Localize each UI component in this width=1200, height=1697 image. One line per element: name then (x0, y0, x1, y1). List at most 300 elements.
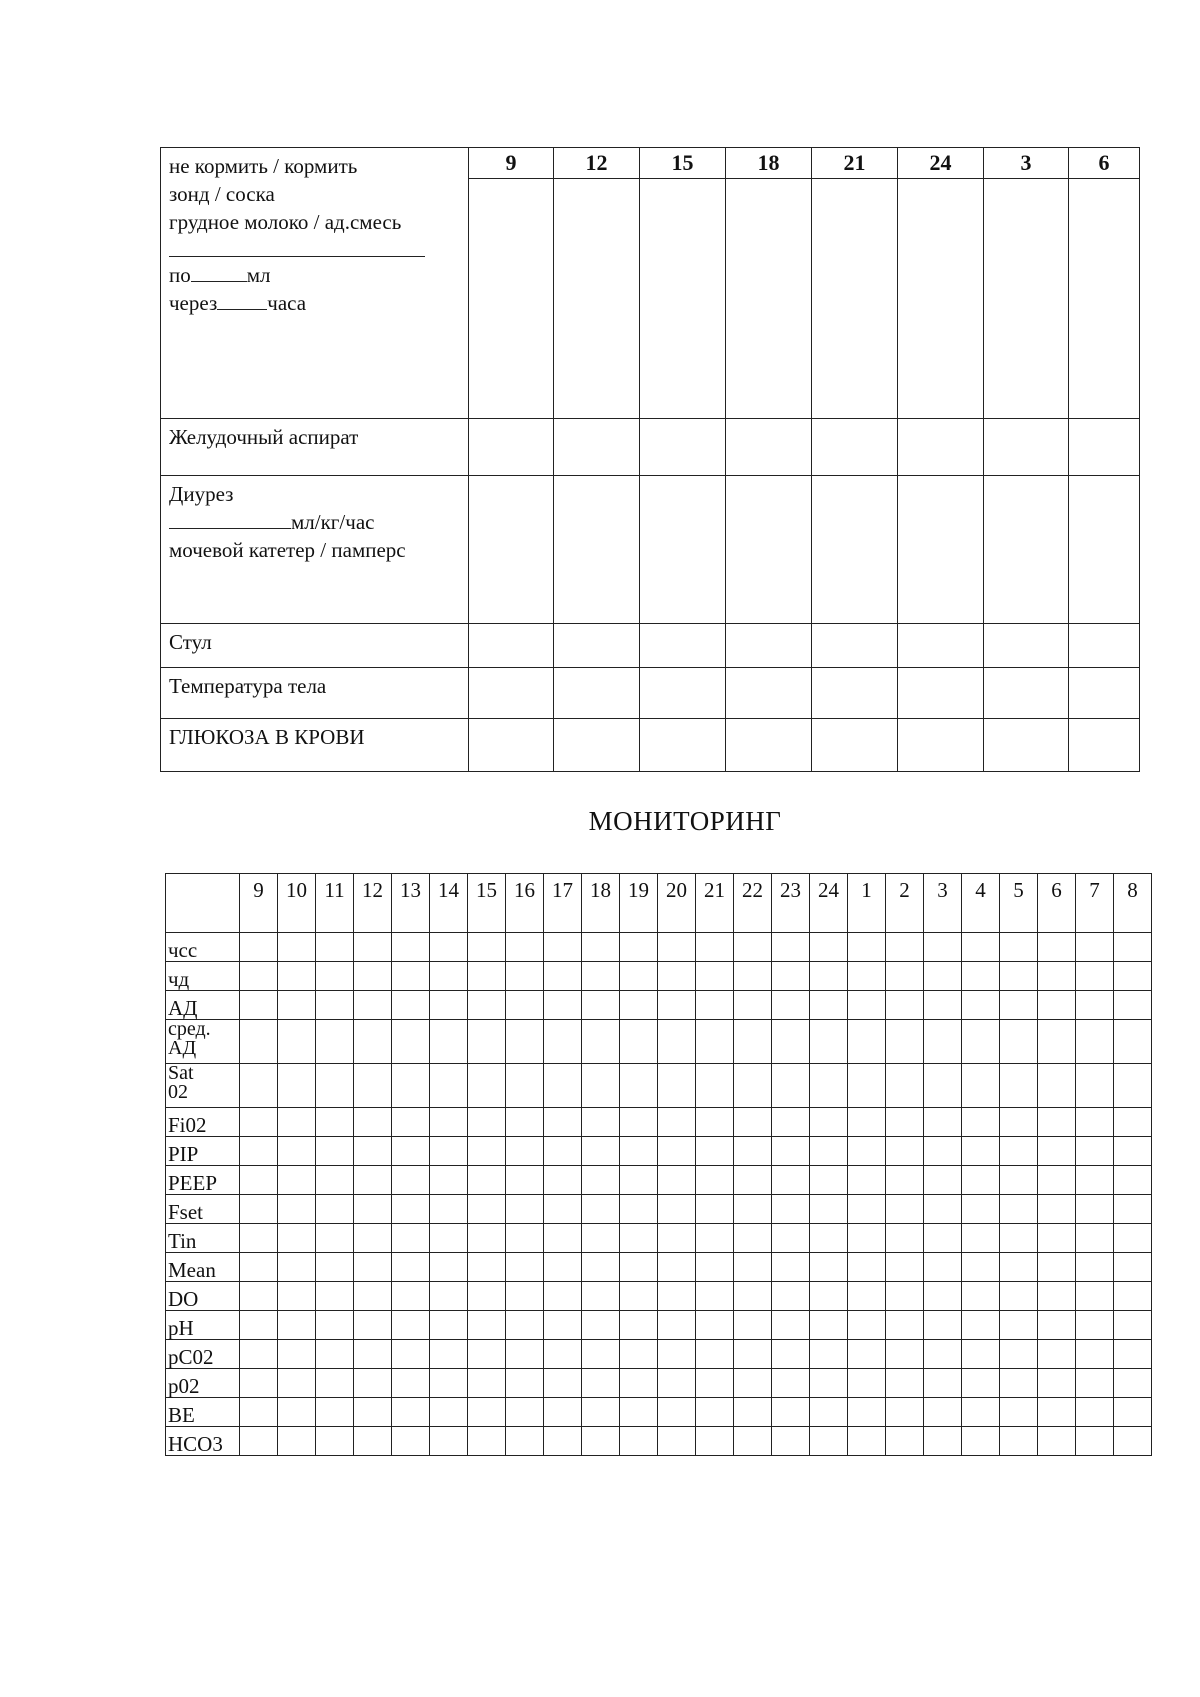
monitoring-value-cell[interactable] (810, 1253, 848, 1282)
diuresis-cell[interactable] (812, 476, 898, 624)
monitoring-value-cell[interactable] (772, 1398, 810, 1427)
monitoring-value-cell[interactable] (316, 1020, 354, 1064)
monitoring-value-cell[interactable] (924, 991, 962, 1020)
monitoring-value-cell[interactable] (468, 1253, 506, 1282)
monitoring-value-cell[interactable] (734, 1311, 772, 1340)
monitoring-value-cell[interactable] (886, 1340, 924, 1369)
monitoring-value-cell[interactable] (468, 1020, 506, 1064)
monitoring-value-cell[interactable] (886, 1427, 924, 1456)
monitoring-value-cell[interactable] (354, 962, 392, 991)
monitoring-value-cell[interactable] (886, 1311, 924, 1340)
monitoring-value-cell[interactable] (1114, 1224, 1152, 1253)
monitoring-value-cell[interactable] (544, 1064, 582, 1108)
monitoring-value-cell[interactable] (696, 1369, 734, 1398)
monitoring-value-cell[interactable] (734, 962, 772, 991)
monitoring-value-cell[interactable] (734, 1253, 772, 1282)
monitoring-value-cell[interactable] (506, 1108, 544, 1137)
monitoring-value-cell[interactable] (430, 1311, 468, 1340)
monitoring-value-cell[interactable] (582, 1020, 620, 1064)
monitoring-value-cell[interactable] (620, 1064, 658, 1108)
diuresis-cell[interactable] (469, 476, 554, 624)
monitoring-value-cell[interactable] (1000, 1253, 1038, 1282)
monitoring-value-cell[interactable] (1076, 1282, 1114, 1311)
monitoring-value-cell[interactable] (544, 1253, 582, 1282)
stool-cell[interactable] (1069, 624, 1140, 668)
monitoring-value-cell[interactable] (506, 933, 544, 962)
monitoring-value-cell[interactable] (392, 991, 430, 1020)
monitoring-value-cell[interactable] (886, 1137, 924, 1166)
stool-cell[interactable] (984, 624, 1069, 668)
monitoring-value-cell[interactable] (316, 1137, 354, 1166)
monitoring-value-cell[interactable] (1038, 1020, 1076, 1064)
diuresis-cell[interactable] (726, 476, 812, 624)
monitoring-value-cell[interactable] (658, 1108, 696, 1137)
monitoring-value-cell[interactable] (1114, 1108, 1152, 1137)
monitoring-value-cell[interactable] (240, 1137, 278, 1166)
monitoring-value-cell[interactable] (962, 991, 1000, 1020)
monitoring-value-cell[interactable] (278, 933, 316, 962)
monitoring-value-cell[interactable] (696, 1340, 734, 1369)
monitoring-value-cell[interactable] (506, 1398, 544, 1427)
monitoring-value-cell[interactable] (772, 1253, 810, 1282)
monitoring-value-cell[interactable] (658, 962, 696, 991)
monitoring-value-cell[interactable] (696, 1064, 734, 1108)
glucose-cell[interactable] (898, 719, 984, 772)
monitoring-value-cell[interactable] (620, 1340, 658, 1369)
monitoring-value-cell[interactable] (1000, 991, 1038, 1020)
monitoring-value-cell[interactable] (696, 1427, 734, 1456)
monitoring-value-cell[interactable] (924, 1108, 962, 1137)
monitoring-value-cell[interactable] (240, 1340, 278, 1369)
monitoring-value-cell[interactable] (240, 991, 278, 1020)
monitoring-value-cell[interactable] (392, 962, 430, 991)
monitoring-value-cell[interactable] (658, 1137, 696, 1166)
monitoring-value-cell[interactable] (1076, 1340, 1114, 1369)
monitoring-value-cell[interactable] (886, 1398, 924, 1427)
interval-blank-field[interactable] (217, 291, 267, 310)
monitoring-value-cell[interactable] (810, 1398, 848, 1427)
monitoring-value-cell[interactable] (1038, 933, 1076, 962)
monitoring-value-cell[interactable] (696, 1282, 734, 1311)
monitoring-value-cell[interactable] (620, 1311, 658, 1340)
monitoring-value-cell[interactable] (620, 1427, 658, 1456)
monitoring-value-cell[interactable] (316, 1369, 354, 1398)
monitoring-value-cell[interactable] (696, 962, 734, 991)
monitoring-value-cell[interactable] (544, 1282, 582, 1311)
monitoring-value-cell[interactable] (962, 1166, 1000, 1195)
monitoring-value-cell[interactable] (620, 962, 658, 991)
monitoring-value-cell[interactable] (772, 1224, 810, 1253)
monitoring-value-cell[interactable] (962, 1253, 1000, 1282)
monitoring-value-cell[interactable] (1114, 1137, 1152, 1166)
monitoring-value-cell[interactable] (1076, 1369, 1114, 1398)
monitoring-value-cell[interactable] (392, 1340, 430, 1369)
monitoring-value-cell[interactable] (810, 1195, 848, 1224)
feeding-cell[interactable] (554, 179, 640, 419)
monitoring-value-cell[interactable] (240, 933, 278, 962)
monitoring-value-cell[interactable] (772, 1369, 810, 1398)
monitoring-value-cell[interactable] (696, 1195, 734, 1224)
monitoring-value-cell[interactable] (506, 1369, 544, 1398)
monitoring-value-cell[interactable] (468, 1137, 506, 1166)
monitoring-value-cell[interactable] (1038, 1282, 1076, 1311)
monitoring-value-cell[interactable] (1000, 1369, 1038, 1398)
monitoring-value-cell[interactable] (696, 1137, 734, 1166)
monitoring-value-cell[interactable] (544, 1195, 582, 1224)
monitoring-value-cell[interactable] (316, 1282, 354, 1311)
monitoring-value-cell[interactable] (848, 1369, 886, 1398)
monitoring-value-cell[interactable] (354, 1253, 392, 1282)
monitoring-value-cell[interactable] (240, 1020, 278, 1064)
monitoring-value-cell[interactable] (1000, 933, 1038, 962)
monitoring-value-cell[interactable] (924, 1137, 962, 1166)
monitoring-value-cell[interactable] (886, 1108, 924, 1137)
monitoring-value-cell[interactable] (696, 933, 734, 962)
monitoring-value-cell[interactable] (468, 1064, 506, 1108)
monitoring-value-cell[interactable] (1038, 1340, 1076, 1369)
monitoring-value-cell[interactable] (506, 1020, 544, 1064)
monitoring-value-cell[interactable] (1076, 1398, 1114, 1427)
monitoring-value-cell[interactable] (316, 962, 354, 991)
monitoring-value-cell[interactable] (544, 1427, 582, 1456)
monitoring-value-cell[interactable] (582, 1311, 620, 1340)
monitoring-value-cell[interactable] (316, 1253, 354, 1282)
monitoring-value-cell[interactable] (506, 1224, 544, 1253)
monitoring-value-cell[interactable] (1000, 1137, 1038, 1166)
monitoring-value-cell[interactable] (278, 1020, 316, 1064)
monitoring-value-cell[interactable] (430, 1195, 468, 1224)
monitoring-value-cell[interactable] (1076, 1311, 1114, 1340)
glucose-cell[interactable] (640, 719, 726, 772)
monitoring-value-cell[interactable] (240, 1166, 278, 1195)
volume-blank-field[interactable] (191, 263, 247, 282)
monitoring-value-cell[interactable] (886, 1224, 924, 1253)
monitoring-value-cell[interactable] (810, 1166, 848, 1195)
monitoring-value-cell[interactable] (240, 1064, 278, 1108)
monitoring-value-cell[interactable] (772, 1311, 810, 1340)
monitoring-value-cell[interactable] (1038, 1064, 1076, 1108)
monitoring-value-cell[interactable] (772, 991, 810, 1020)
monitoring-value-cell[interactable] (506, 1137, 544, 1166)
feeding-cell[interactable] (812, 179, 898, 419)
monitoring-value-cell[interactable] (962, 1195, 1000, 1224)
monitoring-value-cell[interactable] (316, 1108, 354, 1137)
monitoring-value-cell[interactable] (734, 1224, 772, 1253)
monitoring-value-cell[interactable] (430, 1224, 468, 1253)
monitoring-value-cell[interactable] (354, 1224, 392, 1253)
monitoring-value-cell[interactable] (354, 1311, 392, 1340)
aspirate-cell[interactable] (469, 419, 554, 476)
monitoring-value-cell[interactable] (468, 1282, 506, 1311)
monitoring-value-cell[interactable] (278, 1311, 316, 1340)
monitoring-value-cell[interactable] (886, 1253, 924, 1282)
monitoring-value-cell[interactable] (772, 1137, 810, 1166)
monitoring-value-cell[interactable] (924, 1224, 962, 1253)
monitoring-value-cell[interactable] (316, 1195, 354, 1224)
monitoring-value-cell[interactable] (240, 1398, 278, 1427)
monitoring-value-cell[interactable] (1114, 1253, 1152, 1282)
monitoring-value-cell[interactable] (620, 1195, 658, 1224)
temperature-cell[interactable] (554, 668, 640, 719)
monitoring-value-cell[interactable] (620, 1166, 658, 1195)
monitoring-value-cell[interactable] (734, 1340, 772, 1369)
monitoring-value-cell[interactable] (810, 1224, 848, 1253)
monitoring-value-cell[interactable] (620, 1224, 658, 1253)
monitoring-value-cell[interactable] (848, 1340, 886, 1369)
monitoring-value-cell[interactable] (240, 1369, 278, 1398)
monitoring-value-cell[interactable] (544, 1311, 582, 1340)
monitoring-value-cell[interactable] (886, 1195, 924, 1224)
monitoring-value-cell[interactable] (506, 1311, 544, 1340)
monitoring-value-cell[interactable] (430, 933, 468, 962)
monitoring-value-cell[interactable] (696, 1311, 734, 1340)
monitoring-value-cell[interactable] (696, 1253, 734, 1282)
monitoring-value-cell[interactable] (696, 1020, 734, 1064)
monitoring-value-cell[interactable] (582, 1340, 620, 1369)
monitoring-value-cell[interactable] (354, 991, 392, 1020)
monitoring-value-cell[interactable] (392, 933, 430, 962)
monitoring-value-cell[interactable] (1000, 1108, 1038, 1137)
monitoring-value-cell[interactable] (354, 1195, 392, 1224)
monitoring-value-cell[interactable] (582, 1282, 620, 1311)
monitoring-value-cell[interactable] (316, 991, 354, 1020)
monitoring-value-cell[interactable] (1038, 1427, 1076, 1456)
stool-cell[interactable] (554, 624, 640, 668)
monitoring-value-cell[interactable] (924, 1398, 962, 1427)
monitoring-value-cell[interactable] (430, 1253, 468, 1282)
monitoring-value-cell[interactable] (354, 1137, 392, 1166)
aspirate-cell[interactable] (554, 419, 640, 476)
monitoring-value-cell[interactable] (468, 1195, 506, 1224)
aspirate-cell[interactable] (812, 419, 898, 476)
monitoring-value-cell[interactable] (1038, 962, 1076, 991)
monitoring-value-cell[interactable] (772, 1427, 810, 1456)
monitoring-value-cell[interactable] (620, 1282, 658, 1311)
monitoring-value-cell[interactable] (734, 1195, 772, 1224)
monitoring-value-cell[interactable] (316, 1398, 354, 1427)
monitoring-value-cell[interactable] (1038, 1311, 1076, 1340)
monitoring-value-cell[interactable] (392, 1427, 430, 1456)
monitoring-value-cell[interactable] (430, 1427, 468, 1456)
monitoring-value-cell[interactable] (240, 962, 278, 991)
monitoring-value-cell[interactable] (886, 962, 924, 991)
monitoring-value-cell[interactable] (430, 1369, 468, 1398)
monitoring-value-cell[interactable] (1114, 1369, 1152, 1398)
monitoring-value-cell[interactable] (772, 1340, 810, 1369)
monitoring-value-cell[interactable] (810, 991, 848, 1020)
stool-cell[interactable] (726, 624, 812, 668)
glucose-cell[interactable] (812, 719, 898, 772)
monitoring-value-cell[interactable] (962, 1064, 1000, 1108)
monitoring-value-cell[interactable] (734, 1064, 772, 1108)
monitoring-value-cell[interactable] (848, 1427, 886, 1456)
monitoring-value-cell[interactable] (962, 1282, 1000, 1311)
monitoring-value-cell[interactable] (1076, 1166, 1114, 1195)
temperature-cell[interactable] (898, 668, 984, 719)
feeding-cell[interactable] (984, 179, 1069, 419)
monitoring-value-cell[interactable] (658, 1020, 696, 1064)
monitoring-value-cell[interactable] (658, 1398, 696, 1427)
monitoring-value-cell[interactable] (848, 1224, 886, 1253)
monitoring-value-cell[interactable] (544, 962, 582, 991)
monitoring-value-cell[interactable] (924, 962, 962, 991)
stool-cell[interactable] (898, 624, 984, 668)
monitoring-value-cell[interactable] (924, 1282, 962, 1311)
monitoring-value-cell[interactable] (392, 1253, 430, 1282)
monitoring-value-cell[interactable] (658, 1340, 696, 1369)
monitoring-value-cell[interactable] (582, 933, 620, 962)
monitoring-value-cell[interactable] (354, 1427, 392, 1456)
monitoring-value-cell[interactable] (392, 1137, 430, 1166)
monitoring-value-cell[interactable] (506, 1166, 544, 1195)
feeding-cell[interactable] (469, 179, 554, 419)
temperature-cell[interactable] (1069, 668, 1140, 719)
monitoring-value-cell[interactable] (316, 1340, 354, 1369)
stool-cell[interactable] (812, 624, 898, 668)
monitoring-value-cell[interactable] (1076, 1253, 1114, 1282)
monitoring-value-cell[interactable] (962, 1398, 1000, 1427)
monitoring-value-cell[interactable] (316, 1064, 354, 1108)
monitoring-value-cell[interactable] (582, 991, 620, 1020)
monitoring-value-cell[interactable] (430, 991, 468, 1020)
monitoring-value-cell[interactable] (848, 1064, 886, 1108)
monitoring-value-cell[interactable] (316, 933, 354, 962)
monitoring-value-cell[interactable] (734, 1108, 772, 1137)
monitoring-value-cell[interactable] (392, 1064, 430, 1108)
monitoring-value-cell[interactable] (886, 1369, 924, 1398)
monitoring-value-cell[interactable] (430, 1340, 468, 1369)
monitoring-value-cell[interactable] (582, 1064, 620, 1108)
monitoring-value-cell[interactable] (506, 1064, 544, 1108)
monitoring-value-cell[interactable] (848, 1253, 886, 1282)
monitoring-value-cell[interactable] (582, 1427, 620, 1456)
stool-cell[interactable] (469, 624, 554, 668)
monitoring-value-cell[interactable] (962, 1137, 1000, 1166)
monitoring-value-cell[interactable] (354, 1340, 392, 1369)
monitoring-value-cell[interactable] (810, 1064, 848, 1108)
monitoring-value-cell[interactable] (696, 1108, 734, 1137)
monitoring-value-cell[interactable] (430, 1020, 468, 1064)
monitoring-value-cell[interactable] (772, 1064, 810, 1108)
monitoring-value-cell[interactable] (506, 1253, 544, 1282)
monitoring-value-cell[interactable] (278, 1427, 316, 1456)
feeding-cell[interactable] (1069, 179, 1140, 419)
monitoring-value-cell[interactable] (392, 1311, 430, 1340)
monitoring-value-cell[interactable] (962, 1427, 1000, 1456)
monitoring-value-cell[interactable] (1114, 933, 1152, 962)
monitoring-value-cell[interactable] (1114, 1311, 1152, 1340)
monitoring-value-cell[interactable] (278, 1340, 316, 1369)
glucose-cell[interactable] (554, 719, 640, 772)
monitoring-value-cell[interactable] (1076, 1020, 1114, 1064)
monitoring-value-cell[interactable] (620, 1020, 658, 1064)
monitoring-value-cell[interactable] (1076, 1064, 1114, 1108)
diuresis-blank-field[interactable] (169, 510, 291, 529)
monitoring-value-cell[interactable] (582, 1195, 620, 1224)
monitoring-value-cell[interactable] (392, 1224, 430, 1253)
monitoring-value-cell[interactable] (1038, 1108, 1076, 1137)
monitoring-value-cell[interactable] (848, 1137, 886, 1166)
monitoring-value-cell[interactable] (810, 1427, 848, 1456)
feeding-cell[interactable] (640, 179, 726, 419)
monitoring-value-cell[interactable] (1114, 1064, 1152, 1108)
monitoring-value-cell[interactable] (278, 1253, 316, 1282)
monitoring-value-cell[interactable] (734, 991, 772, 1020)
monitoring-value-cell[interactable] (658, 1064, 696, 1108)
monitoring-value-cell[interactable] (658, 1369, 696, 1398)
monitoring-value-cell[interactable] (1076, 1427, 1114, 1456)
monitoring-value-cell[interactable] (468, 1369, 506, 1398)
monitoring-value-cell[interactable] (1038, 991, 1076, 1020)
monitoring-value-cell[interactable] (582, 1108, 620, 1137)
monitoring-value-cell[interactable] (544, 1166, 582, 1195)
monitoring-value-cell[interactable] (1000, 1166, 1038, 1195)
monitoring-value-cell[interactable] (620, 1369, 658, 1398)
monitoring-value-cell[interactable] (886, 1282, 924, 1311)
monitoring-value-cell[interactable] (848, 1398, 886, 1427)
temperature-cell[interactable] (469, 668, 554, 719)
monitoring-value-cell[interactable] (1114, 1427, 1152, 1456)
monitoring-value-cell[interactable] (924, 1311, 962, 1340)
monitoring-value-cell[interactable] (924, 1195, 962, 1224)
monitoring-value-cell[interactable] (430, 962, 468, 991)
monitoring-value-cell[interactable] (924, 1369, 962, 1398)
monitoring-value-cell[interactable] (392, 1166, 430, 1195)
monitoring-value-cell[interactable] (278, 1064, 316, 1108)
monitoring-value-cell[interactable] (620, 1253, 658, 1282)
monitoring-value-cell[interactable] (316, 1224, 354, 1253)
monitoring-value-cell[interactable] (734, 1369, 772, 1398)
monitoring-value-cell[interactable] (1114, 1398, 1152, 1427)
monitoring-value-cell[interactable] (810, 1020, 848, 1064)
monitoring-value-cell[interactable] (658, 1166, 696, 1195)
monitoring-value-cell[interactable] (544, 1224, 582, 1253)
monitoring-value-cell[interactable] (430, 1282, 468, 1311)
monitoring-value-cell[interactable] (278, 1369, 316, 1398)
monitoring-value-cell[interactable] (962, 1369, 1000, 1398)
monitoring-value-cell[interactable] (506, 1282, 544, 1311)
monitoring-value-cell[interactable] (506, 962, 544, 991)
monitoring-value-cell[interactable] (544, 1340, 582, 1369)
monitoring-value-cell[interactable] (1076, 1137, 1114, 1166)
monitoring-value-cell[interactable] (278, 1137, 316, 1166)
monitoring-value-cell[interactable] (1038, 1195, 1076, 1224)
monitoring-value-cell[interactable] (1114, 1282, 1152, 1311)
monitoring-value-cell[interactable] (430, 1108, 468, 1137)
feeding-blank-field[interactable] (169, 238, 425, 257)
monitoring-value-cell[interactable] (1038, 1166, 1076, 1195)
diuresis-cell[interactable] (898, 476, 984, 624)
monitoring-value-cell[interactable] (582, 1398, 620, 1427)
monitoring-value-cell[interactable] (1000, 1427, 1038, 1456)
monitoring-value-cell[interactable] (848, 933, 886, 962)
monitoring-value-cell[interactable] (810, 1282, 848, 1311)
diuresis-cell[interactable] (554, 476, 640, 624)
monitoring-value-cell[interactable] (316, 1427, 354, 1456)
monitoring-value-cell[interactable] (848, 1166, 886, 1195)
monitoring-value-cell[interactable] (1076, 991, 1114, 1020)
monitoring-value-cell[interactable] (506, 1340, 544, 1369)
monitoring-value-cell[interactable] (1038, 1398, 1076, 1427)
monitoring-value-cell[interactable] (962, 933, 1000, 962)
monitoring-value-cell[interactable] (734, 1137, 772, 1166)
monitoring-value-cell[interactable] (1114, 1020, 1152, 1064)
monitoring-value-cell[interactable] (278, 1398, 316, 1427)
monitoring-value-cell[interactable] (1000, 1064, 1038, 1108)
monitoring-value-cell[interactable] (468, 1108, 506, 1137)
monitoring-value-cell[interactable] (924, 1166, 962, 1195)
monitoring-value-cell[interactable] (848, 962, 886, 991)
